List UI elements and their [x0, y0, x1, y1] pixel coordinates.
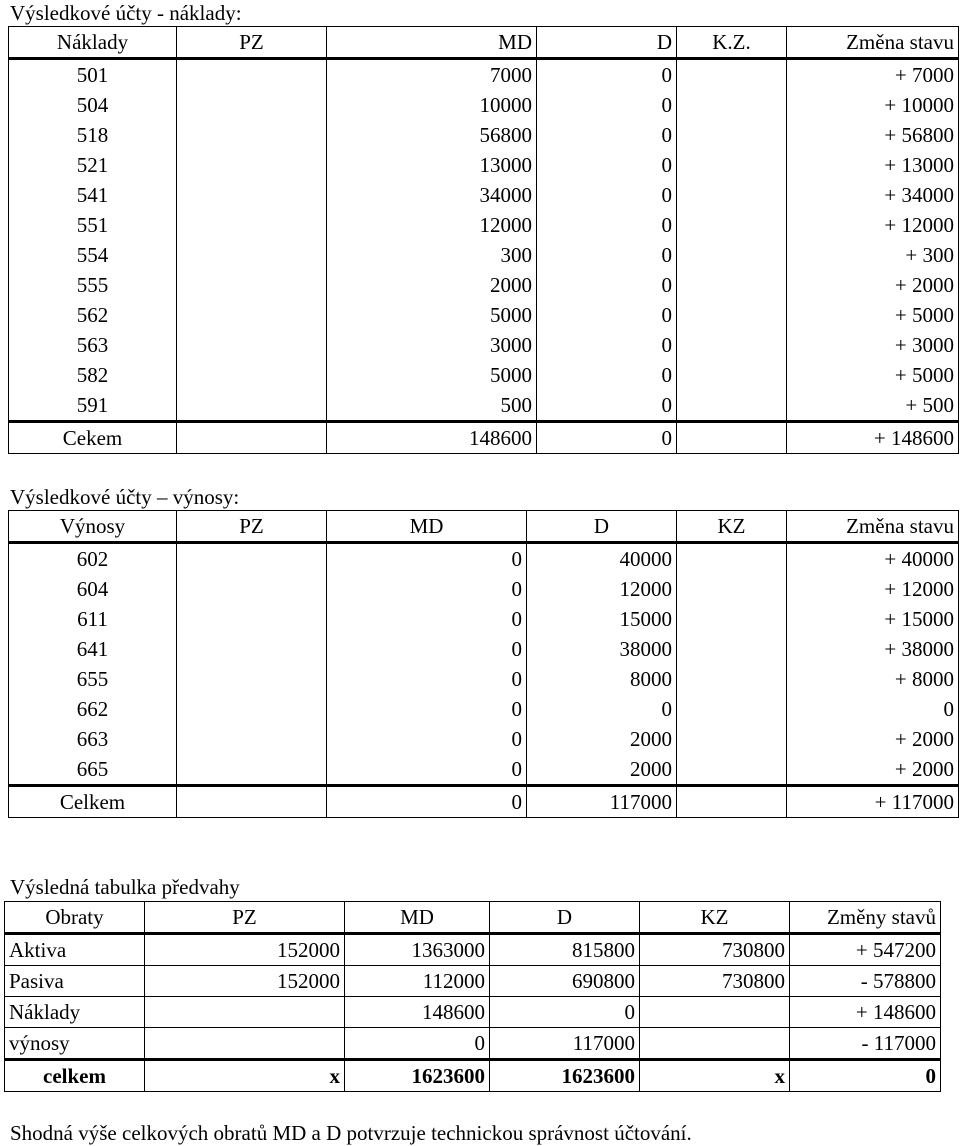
table-cell: + 300 — [787, 240, 959, 270]
table-cell: 611 — [9, 604, 177, 634]
table-cell: 500 — [327, 390, 537, 422]
table-cell — [177, 574, 327, 604]
table-cell — [177, 422, 327, 454]
table-cell — [677, 694, 787, 724]
table-cell — [177, 300, 327, 330]
table-row — [9, 360, 959, 390]
table-cell: + 5000 — [787, 360, 959, 390]
table-row — [9, 543, 959, 575]
table-cell: 0 — [327, 724, 527, 754]
table-cell: 0 — [327, 786, 527, 818]
table-cell — [677, 390, 787, 422]
table-cell: KZ — [640, 902, 790, 934]
table-cell: 0 — [537, 360, 677, 390]
table-cell: 0 — [537, 390, 677, 422]
table-cell: 13000 — [327, 150, 537, 180]
table-cell: 15000 — [527, 604, 677, 634]
table-cell: D — [537, 27, 677, 59]
table-cell: Náklady — [9, 27, 177, 59]
table-row — [9, 210, 959, 240]
table-cell — [677, 210, 787, 240]
summary-table-body — [5, 902, 941, 1092]
table-cell — [177, 786, 327, 818]
table-cell: 562 — [9, 300, 177, 330]
table-cell — [177, 330, 327, 360]
table-cell: 730800 — [640, 934, 790, 966]
table-cell — [677, 786, 787, 818]
table-row — [9, 694, 959, 724]
table-cell: 663 — [9, 724, 177, 754]
table-cell: výnosy — [5, 1028, 145, 1060]
table-cell — [177, 90, 327, 120]
table-cell — [177, 180, 327, 210]
table-cell: 504 — [9, 90, 177, 120]
table-cell: 0 — [790, 1060, 941, 1092]
table-row — [9, 634, 959, 664]
table-cell — [677, 543, 787, 575]
table-cell: 3000 — [327, 330, 537, 360]
table-cell — [677, 360, 787, 390]
table-cell: PZ — [177, 511, 327, 543]
table-cell: 0 — [537, 90, 677, 120]
table-cell: 8000 — [527, 664, 677, 694]
table-row — [5, 997, 941, 1028]
table-cell: 0 — [327, 543, 527, 575]
table-cell: 0 — [537, 150, 677, 180]
table-total-row — [5, 1060, 941, 1092]
table-cell: 555 — [9, 270, 177, 300]
expenses-table-body — [9, 27, 959, 454]
table-cell: 0 — [537, 240, 677, 270]
table-cell: 563 — [9, 330, 177, 360]
table-cell: + 12000 — [787, 210, 959, 240]
table-cell: D — [490, 902, 640, 934]
summary-table — [4, 901, 941, 1092]
table-cell: Obraty — [5, 902, 145, 934]
table-total-row — [9, 786, 959, 818]
table-cell: 2000 — [327, 270, 537, 300]
table-cell: 2000 — [527, 754, 677, 786]
table-cell: + 117000 — [787, 786, 959, 818]
table-cell — [677, 754, 787, 786]
table-cell: 0 — [327, 604, 527, 634]
table-cell: 0 — [327, 664, 527, 694]
table-cell: + 3000 — [787, 330, 959, 360]
table-row — [9, 330, 959, 360]
table-cell: Změny stavů — [790, 902, 941, 934]
table-cell: 1623600 — [345, 1060, 490, 1092]
table-cell — [677, 120, 787, 150]
table-cell: Cekem — [9, 422, 177, 454]
table-cell — [177, 694, 327, 724]
table-cell: 1363000 — [345, 934, 490, 966]
table-cell: 148600 — [345, 997, 490, 1028]
table-cell: + 148600 — [787, 422, 959, 454]
table-cell: 0 — [327, 754, 527, 786]
table-cell: 662 — [9, 694, 177, 724]
table-cell: 0 — [537, 270, 677, 300]
table-cell: 34000 — [327, 180, 537, 210]
table-cell — [677, 724, 787, 754]
table-cell: + 148600 — [790, 997, 941, 1028]
summary-title: Výsledná tabulka předvahy — [10, 875, 240, 899]
table-row — [9, 59, 959, 91]
table-cell: 0 — [527, 694, 677, 724]
table-row — [9, 300, 959, 330]
table-row — [9, 270, 959, 300]
table-cell: 0 — [345, 1028, 490, 1060]
table-cell — [177, 634, 327, 664]
table-row — [9, 240, 959, 270]
table-cell: 12000 — [327, 210, 537, 240]
table-cell — [177, 270, 327, 300]
table-cell — [677, 59, 787, 91]
table-cell — [677, 422, 787, 454]
table-cell: 0 — [327, 694, 527, 724]
table-cell: + 40000 — [787, 543, 959, 575]
footer-note: Shodná výše celkových obratů MD a D potvrzuje technickou správnost účtování. — [10, 1121, 692, 1145]
revenues-table — [8, 510, 959, 818]
table-cell: Změna stavu — [787, 511, 959, 543]
table-cell: + 2000 — [787, 724, 959, 754]
table-cell: 38000 — [527, 634, 677, 664]
table-cell — [677, 330, 787, 360]
table-cell — [177, 543, 327, 575]
table-cell: 501 — [9, 59, 177, 91]
table-cell: Náklady — [5, 997, 145, 1028]
table-cell — [677, 300, 787, 330]
table-cell: 521 — [9, 150, 177, 180]
table-cell: 0 — [537, 300, 677, 330]
table-cell — [640, 997, 790, 1028]
table-header-row — [9, 511, 959, 543]
table-cell — [177, 240, 327, 270]
table-cell: 2000 — [527, 724, 677, 754]
table-cell: MD — [327, 511, 527, 543]
table-cell: Změna stavu — [787, 27, 959, 59]
table-cell — [677, 664, 787, 694]
table-cell — [177, 59, 327, 91]
table-cell: 1623600 — [490, 1060, 640, 1092]
table-cell: 0 — [787, 694, 959, 724]
table-row — [9, 150, 959, 180]
table-cell: 148600 — [327, 422, 537, 454]
table-cell: 0 — [537, 180, 677, 210]
table-cell: + 2000 — [787, 754, 959, 786]
table-row — [9, 120, 959, 150]
table-cell: 0 — [327, 634, 527, 664]
table-cell: Výnosy — [9, 511, 177, 543]
table-cell: K.Z. — [677, 27, 787, 59]
table-cell: D — [527, 511, 677, 543]
table-cell: + 12000 — [787, 574, 959, 604]
table-cell: 591 — [9, 390, 177, 422]
table-cell: 730800 — [640, 966, 790, 997]
table-cell: 604 — [9, 574, 177, 604]
revenues-title: Výsledkové účty – výnosy: — [10, 485, 240, 509]
table-row — [9, 574, 959, 604]
expenses-title: Výsledkové účty - náklady: — [10, 1, 242, 25]
table-cell: 541 — [9, 180, 177, 210]
table-row — [9, 604, 959, 634]
table-cell: 40000 — [527, 543, 677, 575]
table-cell: + 38000 — [787, 634, 959, 664]
table-cell: 0 — [490, 997, 640, 1028]
table-cell: 582 — [9, 360, 177, 390]
table-cell: 0 — [537, 120, 677, 150]
table-cell: 152000 — [145, 966, 345, 997]
table-cell — [177, 150, 327, 180]
table-cell: + 34000 — [787, 180, 959, 210]
table-cell: 117000 — [527, 786, 677, 818]
table-cell — [677, 240, 787, 270]
table-cell: 0 — [537, 330, 677, 360]
table-cell: 0 — [327, 574, 527, 604]
table-cell: + 5000 — [787, 300, 959, 330]
table-cell: 5000 — [327, 300, 537, 330]
table-row — [5, 966, 941, 997]
table-cell: 690800 — [490, 966, 640, 997]
table-header-row — [5, 902, 941, 934]
table-cell: 518 — [9, 120, 177, 150]
table-cell: 5000 — [327, 360, 537, 390]
table-row — [9, 664, 959, 694]
table-cell: + 8000 — [787, 664, 959, 694]
table-cell: 7000 — [327, 59, 537, 91]
table-row — [9, 90, 959, 120]
table-cell: 112000 — [345, 966, 490, 997]
revenues-table-body — [9, 511, 959, 818]
table-cell: 117000 — [490, 1028, 640, 1060]
table-cell: 0 — [537, 59, 677, 91]
table-cell: + 56800 — [787, 120, 959, 150]
table-row — [9, 390, 959, 422]
table-cell: 152000 — [145, 934, 345, 966]
table-cell — [177, 120, 327, 150]
table-cell — [177, 604, 327, 634]
table-cell: 10000 — [327, 90, 537, 120]
table-cell: - 117000 — [790, 1028, 941, 1060]
table-cell — [677, 634, 787, 664]
table-cell: MD — [327, 27, 537, 59]
table-cell — [145, 997, 345, 1028]
table-row — [9, 724, 959, 754]
table-cell: 551 — [9, 210, 177, 240]
table-cell — [640, 1028, 790, 1060]
table-row — [9, 754, 959, 786]
table-cell: Celkem — [9, 786, 177, 818]
table-cell — [177, 210, 327, 240]
table-cell — [677, 150, 787, 180]
table-cell — [145, 1028, 345, 1060]
table-cell: PZ — [145, 902, 345, 934]
expenses-table — [8, 26, 959, 454]
table-cell: + 13000 — [787, 150, 959, 180]
table-cell — [677, 574, 787, 604]
table-cell — [177, 390, 327, 422]
table-cell: 665 — [9, 754, 177, 786]
table-cell: PZ — [177, 27, 327, 59]
table-cell — [177, 754, 327, 786]
table-cell: 554 — [9, 240, 177, 270]
table-cell: celkem — [5, 1060, 145, 1092]
table-cell: + 15000 — [787, 604, 959, 634]
table-total-row — [9, 422, 959, 454]
table-cell: x — [145, 1060, 345, 1092]
table-cell — [677, 180, 787, 210]
table-cell — [177, 664, 327, 694]
table-row — [5, 934, 941, 966]
table-cell: Aktiva — [5, 934, 145, 966]
table-cell: 641 — [9, 634, 177, 664]
table-cell: Pasiva — [5, 966, 145, 997]
table-cell: 300 — [327, 240, 537, 270]
table-cell: - 578800 — [790, 966, 941, 997]
table-cell — [677, 90, 787, 120]
table-cell: + 10000 — [787, 90, 959, 120]
table-cell — [677, 604, 787, 634]
table-row — [9, 180, 959, 210]
table-cell: x — [640, 1060, 790, 1092]
table-cell: + 7000 — [787, 59, 959, 91]
table-cell: 12000 — [527, 574, 677, 604]
table-cell — [677, 270, 787, 300]
table-cell: 655 — [9, 664, 177, 694]
table-cell: 0 — [537, 422, 677, 454]
table-cell — [177, 360, 327, 390]
table-row — [5, 1028, 941, 1060]
table-cell: 0 — [537, 210, 677, 240]
table-cell: 56800 — [327, 120, 537, 150]
table-cell: 602 — [9, 543, 177, 575]
table-cell: MD — [345, 902, 490, 934]
table-cell: KZ — [677, 511, 787, 543]
table-header-row — [9, 27, 959, 59]
table-cell: + 547200 — [790, 934, 941, 966]
table-cell: + 500 — [787, 390, 959, 422]
table-cell: + 2000 — [787, 270, 959, 300]
table-cell — [177, 724, 327, 754]
table-cell: 815800 — [490, 934, 640, 966]
